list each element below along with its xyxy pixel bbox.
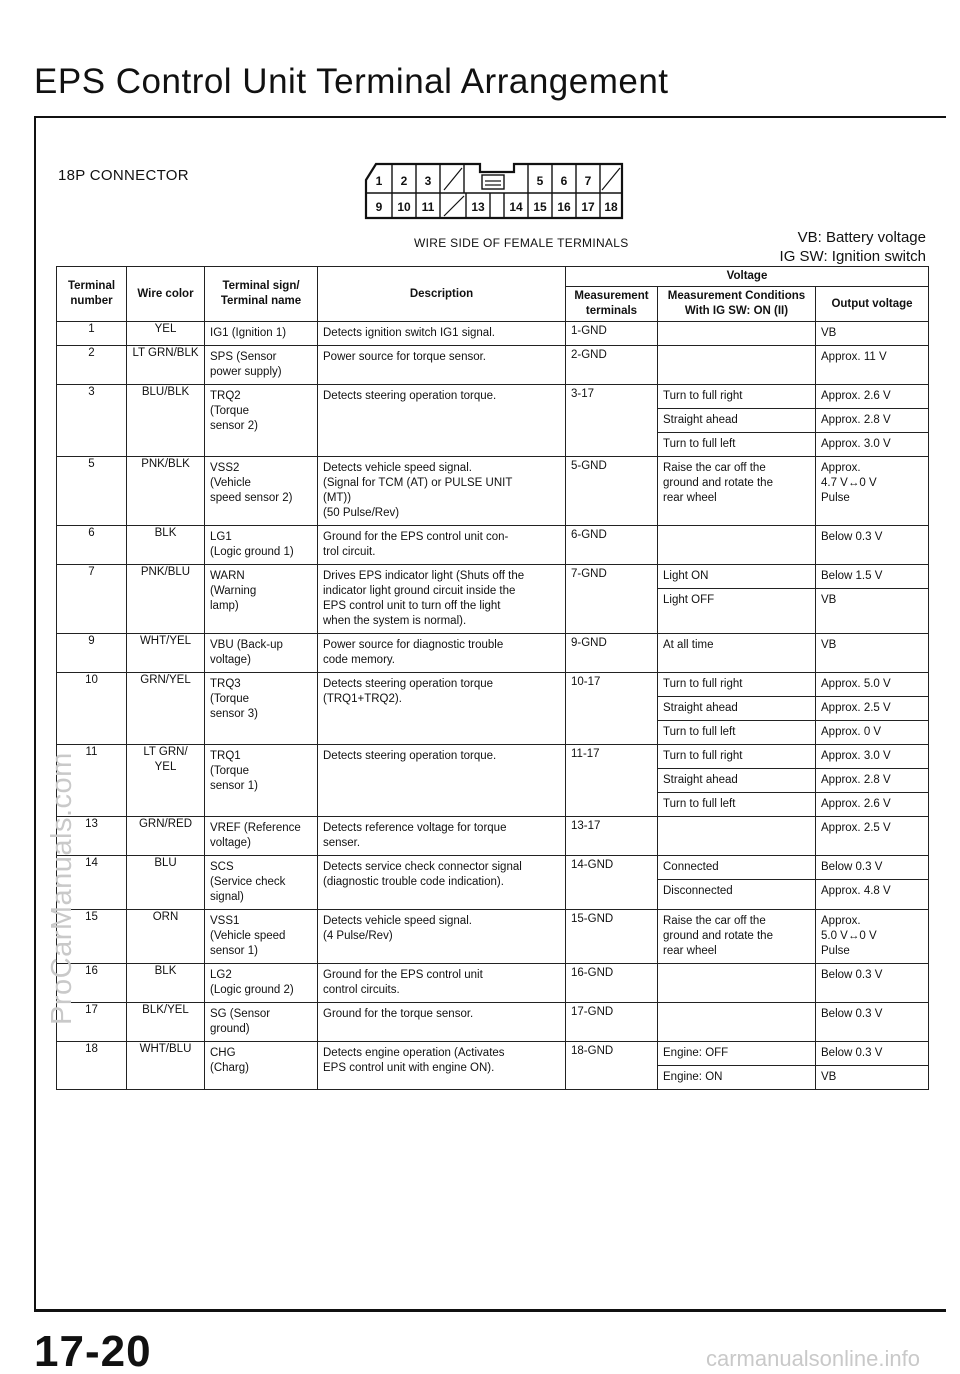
page-title: EPS Control Unit Terminal Arrangement	[34, 62, 669, 101]
measurement-terminals-cell: 14-GND	[566, 856, 658, 910]
measurement-terminals-cell: 15-GND	[566, 910, 658, 964]
condition-item: Light OFF	[663, 594, 715, 606]
pin-11: 11	[421, 200, 435, 214]
condition-item: Turn to full right	[658, 673, 815, 697]
wire-color-cell: BLK	[127, 964, 205, 1003]
footer-site: carmanualsonline.info	[705, 1346, 920, 1371]
output-item: Approx. 4.7 V↔0 V Pulse	[821, 462, 877, 504]
frame-top-rule	[34, 116, 946, 118]
condition-item: Connected	[658, 856, 815, 880]
measurement-terminals-cell: 5-GND	[566, 457, 658, 526]
table-row	[57, 346, 929, 385]
terminal-sign-cell: IG1 (Ignition 1)	[205, 322, 318, 346]
header-voltage: Voltage	[566, 267, 929, 287]
output-voltage-cell	[816, 1042, 929, 1090]
pin-16: 16	[557, 200, 571, 214]
conditions-cell	[658, 385, 816, 457]
output-item: Below 0.3 V	[816, 1042, 928, 1066]
conditions-cell	[658, 322, 816, 346]
wire-color-cell: YEL	[127, 322, 205, 346]
terminal-number-cell: 2	[57, 346, 127, 385]
output-item: Approx. 2.5 V	[816, 697, 928, 721]
output-voltage-cell	[816, 346, 929, 385]
output-voltage-cell	[816, 565, 929, 634]
terminal-number-cell: 6	[57, 526, 127, 565]
legend-ig: IG SW: Ignition switch	[779, 248, 926, 265]
table-row	[57, 526, 929, 565]
wire-side-label: WIRE SIDE OF FEMALE TERMINALS	[414, 236, 629, 250]
output-item: VB	[821, 639, 837, 651]
description-cell: Ground for the EPS control unit control circuits.	[318, 964, 566, 1003]
terminal-sign-cell: SG (Sensor ground)	[205, 1003, 318, 1042]
condition-item: Raise the car off the ground and rotate the rear wheel	[663, 462, 773, 504]
wire-color-cell: BLU/BLK	[127, 385, 205, 457]
output-voltage-cell	[816, 745, 929, 817]
description-cell: Ground for the torque sensor.	[318, 1003, 566, 1042]
condition-item	[658, 346, 815, 367]
terminal-sign-cell: VSS2 (Vehicle speed sensor 2)	[205, 457, 318, 526]
conditions-cell	[658, 634, 816, 673]
table-row	[57, 817, 929, 856]
condition-item	[658, 817, 815, 838]
condition-item: Turn to full left	[663, 798, 736, 810]
conditions-cell	[658, 1003, 816, 1042]
conditions-cell	[658, 964, 816, 1003]
terminal-number-cell: 10	[57, 673, 127, 745]
measurement-terminals-cell: 6-GND	[566, 526, 658, 565]
terminal-number-cell: 16	[57, 964, 127, 1003]
condition-item: Straight ahead	[658, 409, 815, 433]
terminal-number-cell: 1	[57, 322, 127, 346]
table-row	[57, 634, 929, 673]
wire-color-cell: WHT/BLU	[127, 1042, 205, 1090]
wire-color-cell: BLK	[127, 526, 205, 565]
output-item: Approx. 5.0 V	[816, 673, 928, 697]
header-description: Description	[318, 267, 566, 322]
table-row	[57, 910, 929, 964]
description-cell: Detects reference voltage for torque senser.	[318, 817, 566, 856]
wire-color-cell: LT GRN/ YEL	[127, 745, 205, 817]
measurement-terminals-cell: 7-GND	[566, 565, 658, 634]
header-output-voltage: Output voltage	[816, 287, 929, 322]
output-item: Approx. 4.8 V	[821, 885, 891, 897]
output-item: Approx. 2.8 V	[816, 769, 928, 793]
header-measurement-conditions: Measurement Conditions With IG SW: ON (II)	[658, 287, 816, 322]
condition-item: Turn to full right	[658, 385, 815, 409]
measurement-terminals-cell: 1-GND	[566, 322, 658, 346]
terminal-sign-cell: SCS (Service check signal)	[205, 856, 318, 910]
description-cell: Drives EPS indicator light (Shuts off the indicator light ground circuit inside the EPS control unit to turn off the light when the system is normal).	[318, 565, 566, 634]
wire-color-cell: GRN/RED	[127, 817, 205, 856]
wire-color-cell: BLU	[127, 856, 205, 910]
header-terminal-sign: Terminal sign/ Terminal name	[205, 267, 318, 322]
pin-15: 15	[533, 200, 547, 214]
terminal-sign-cell: TRQ1 (Torque sensor 1)	[205, 745, 318, 817]
terminal-sign-cell: TRQ3 (Torque sensor 3)	[205, 673, 318, 745]
description-cell: Detects steering operation torque (TRQ1+TRQ2).	[318, 673, 566, 745]
output-item: Below 0.3 V	[821, 969, 883, 981]
pin-6: 6	[560, 174, 568, 188]
terminal-table	[56, 266, 929, 1090]
description-cell: Detects vehicle speed signal. (4 Pulse/Rev)	[318, 910, 566, 964]
conditions-cell	[658, 673, 816, 745]
output-item: Approx. 3.0 V	[821, 438, 891, 450]
terminal-number-cell: 17	[57, 1003, 127, 1042]
output-item: Approx. 2.6 V	[821, 798, 891, 810]
terminal-number-cell: 13	[57, 817, 127, 856]
description-cell: Detects vehicle speed signal. (Signal for TCM (AT) or PULSE UNIT (MT)) (50 Pulse/Rev)	[318, 457, 566, 526]
terminal-number-cell: 11	[57, 745, 127, 817]
output-item: Below 0.3 V	[816, 856, 928, 880]
terminal-sign-cell: VREF (Reference voltage)	[205, 817, 318, 856]
description-cell: Detects steering operation torque.	[318, 385, 566, 457]
table-row	[57, 322, 929, 346]
output-item: Approx. 0 V	[821, 726, 882, 738]
conditions-cell	[658, 526, 816, 565]
terminal-sign-cell: VBU (Back-up voltage)	[205, 634, 318, 673]
pin-1: 1	[375, 174, 383, 188]
condition-item: Straight ahead	[658, 769, 815, 793]
output-item: VB	[821, 594, 837, 606]
pin-18: 18	[604, 200, 618, 214]
condition-item	[658, 964, 815, 985]
pin-13: 13	[471, 200, 485, 214]
table-row	[57, 385, 929, 457]
description-cell: Detects service check connector signal (diagnostic trouble code indication).	[318, 856, 566, 910]
legend-vb: VB: Battery voltage	[797, 229, 926, 246]
conditions-cell	[658, 457, 816, 526]
output-voltage-cell	[816, 457, 929, 526]
wire-color-cell: GRN/YEL	[127, 673, 205, 745]
output-item: Approx. 2.5 V	[821, 822, 891, 834]
condition-item	[658, 526, 815, 547]
pin-17: 17	[581, 200, 595, 214]
conditions-cell	[658, 910, 816, 964]
measurement-terminals-cell: 3-17	[566, 385, 658, 457]
wire-color-cell: LT GRN/BLK	[127, 346, 205, 385]
connector-diagram	[364, 160, 626, 220]
table-row	[57, 457, 929, 526]
condition-item: Engine: ON	[663, 1071, 723, 1083]
page-number: 17-20	[34, 1327, 152, 1374]
measurement-terminals-cell: 17-GND	[566, 1003, 658, 1042]
condition-item: Disconnected	[663, 885, 733, 897]
conditions-cell	[658, 1042, 816, 1090]
output-voltage-cell	[816, 673, 929, 745]
pin-9: 9	[375, 200, 383, 214]
pin-10: 10	[397, 200, 411, 214]
condition-item: Raise the car off the ground and rotate the rear wheel	[663, 915, 773, 957]
output-voltage-cell	[816, 964, 929, 1003]
frame-left-rule	[34, 116, 36, 1311]
pin-2: 2	[400, 174, 408, 188]
terminal-number-cell: 3	[57, 385, 127, 457]
condition-item	[658, 322, 815, 343]
pin-14: 14	[509, 200, 523, 214]
output-voltage-cell	[816, 322, 929, 346]
pin-5: 5	[536, 174, 544, 188]
measurement-terminals-cell: 2-GND	[566, 346, 658, 385]
pin-7: 7	[584, 174, 592, 188]
output-voltage-cell	[816, 1003, 929, 1042]
description-cell: Detects ignition switch IG1 signal.	[318, 322, 566, 346]
table-row	[57, 673, 929, 745]
terminal-number-cell: 7	[57, 565, 127, 634]
table-row	[57, 856, 929, 910]
terminal-sign-cell: WARN (Warning lamp)	[205, 565, 318, 634]
header-terminal-number: Terminal number	[57, 267, 127, 322]
description-cell: Power source for diagnostic trouble code memory.	[318, 634, 566, 673]
header-wire-color: Wire color	[127, 267, 205, 322]
terminal-number-cell: 18	[57, 1042, 127, 1090]
terminal-number-cell: 14	[57, 856, 127, 910]
output-item: Approx. 2.6 V	[816, 385, 928, 409]
output-item: VB	[821, 327, 837, 339]
table-row	[57, 745, 929, 817]
terminal-sign-cell: VSS1 (Vehicle speed sensor 1)	[205, 910, 318, 964]
output-voltage-cell	[816, 817, 929, 856]
output-voltage-cell	[816, 856, 929, 910]
wire-color-cell: PNK/BLU	[127, 565, 205, 634]
condition-item: At all time	[663, 639, 714, 651]
condition-item: Engine: OFF	[658, 1042, 815, 1066]
condition-item: Turn to full left	[663, 438, 736, 450]
description-cell: Detects engine operation (Activates EPS control unit with engine ON).	[318, 1042, 566, 1090]
output-item: Below 1.5 V	[816, 565, 928, 589]
conditions-cell	[658, 817, 816, 856]
measurement-terminals-cell: 10-17	[566, 673, 658, 745]
condition-item	[658, 1003, 815, 1024]
condition-item: Light ON	[658, 565, 815, 589]
pin-3: 3	[424, 174, 432, 188]
terminal-sign-cell: TRQ2 (Torque sensor 2)	[205, 385, 318, 457]
wire-color-cell: ORN	[127, 910, 205, 964]
frame-bottom-rule	[34, 1309, 946, 1312]
conditions-cell	[658, 745, 816, 817]
condition-item: Straight ahead	[658, 697, 815, 721]
wire-color-cell: PNK/BLK	[127, 457, 205, 526]
condition-item: Turn to full left	[663, 726, 736, 738]
output-item: Approx. 2.8 V	[816, 409, 928, 433]
measurement-terminals-cell: 13-17	[566, 817, 658, 856]
measurement-terminals-cell: 18-GND	[566, 1042, 658, 1090]
output-item: VB	[821, 1071, 837, 1083]
description-cell: Detects steering operation torque.	[318, 745, 566, 817]
table-row	[57, 565, 929, 634]
measurement-terminals-cell: 9-GND	[566, 634, 658, 673]
lock-tab-icon	[482, 175, 504, 189]
output-item: Below 0.3 V	[821, 1008, 883, 1020]
wire-color-cell: WHT/YEL	[127, 634, 205, 673]
output-item: Approx. 5.0 V↔0 V Pulse	[821, 915, 877, 957]
description-cell: Power source for torque sensor.	[318, 346, 566, 385]
terminal-number-cell: 15	[57, 910, 127, 964]
header-measurement-terminals: Measurement terminals	[566, 287, 658, 322]
table-row	[57, 1042, 929, 1090]
output-voltage-cell	[816, 634, 929, 673]
output-item: Approx. 3.0 V	[816, 745, 928, 769]
watermark: ProCarManuals.com	[46, 752, 78, 1025]
output-item: Approx. 11 V	[821, 351, 887, 363]
terminal-sign-cell: CHG (Charg)	[205, 1042, 318, 1090]
terminal-sign-cell: LG1 (Logic ground 1)	[205, 526, 318, 565]
terminal-number-cell: 9	[57, 634, 127, 673]
output-item: Below 0.3 V	[821, 531, 883, 543]
terminal-rows	[57, 322, 929, 1090]
table-row	[57, 1003, 929, 1042]
legend	[780, 228, 926, 266]
wire-color-cell: BLK/YEL	[127, 1003, 205, 1042]
connector-label: 18P CONNECTOR	[58, 167, 189, 184]
condition-item: Turn to full right	[658, 745, 815, 769]
conditions-cell	[658, 856, 816, 910]
terminal-sign-cell: SPS (Sensor power supply)	[205, 346, 318, 385]
terminal-number-cell: 5	[57, 457, 127, 526]
conditions-cell	[658, 565, 816, 634]
description-cell: Ground for the EPS control unit con- trol circuit.	[318, 526, 566, 565]
conditions-cell	[658, 346, 816, 385]
output-voltage-cell	[816, 526, 929, 565]
output-voltage-cell	[816, 385, 929, 457]
terminal-sign-cell: LG2 (Logic ground 2)	[205, 964, 318, 1003]
output-voltage-cell	[816, 910, 929, 964]
table-row	[57, 964, 929, 1003]
measurement-terminals-cell: 16-GND	[566, 964, 658, 1003]
measurement-terminals-cell: 11-17	[566, 745, 658, 817]
